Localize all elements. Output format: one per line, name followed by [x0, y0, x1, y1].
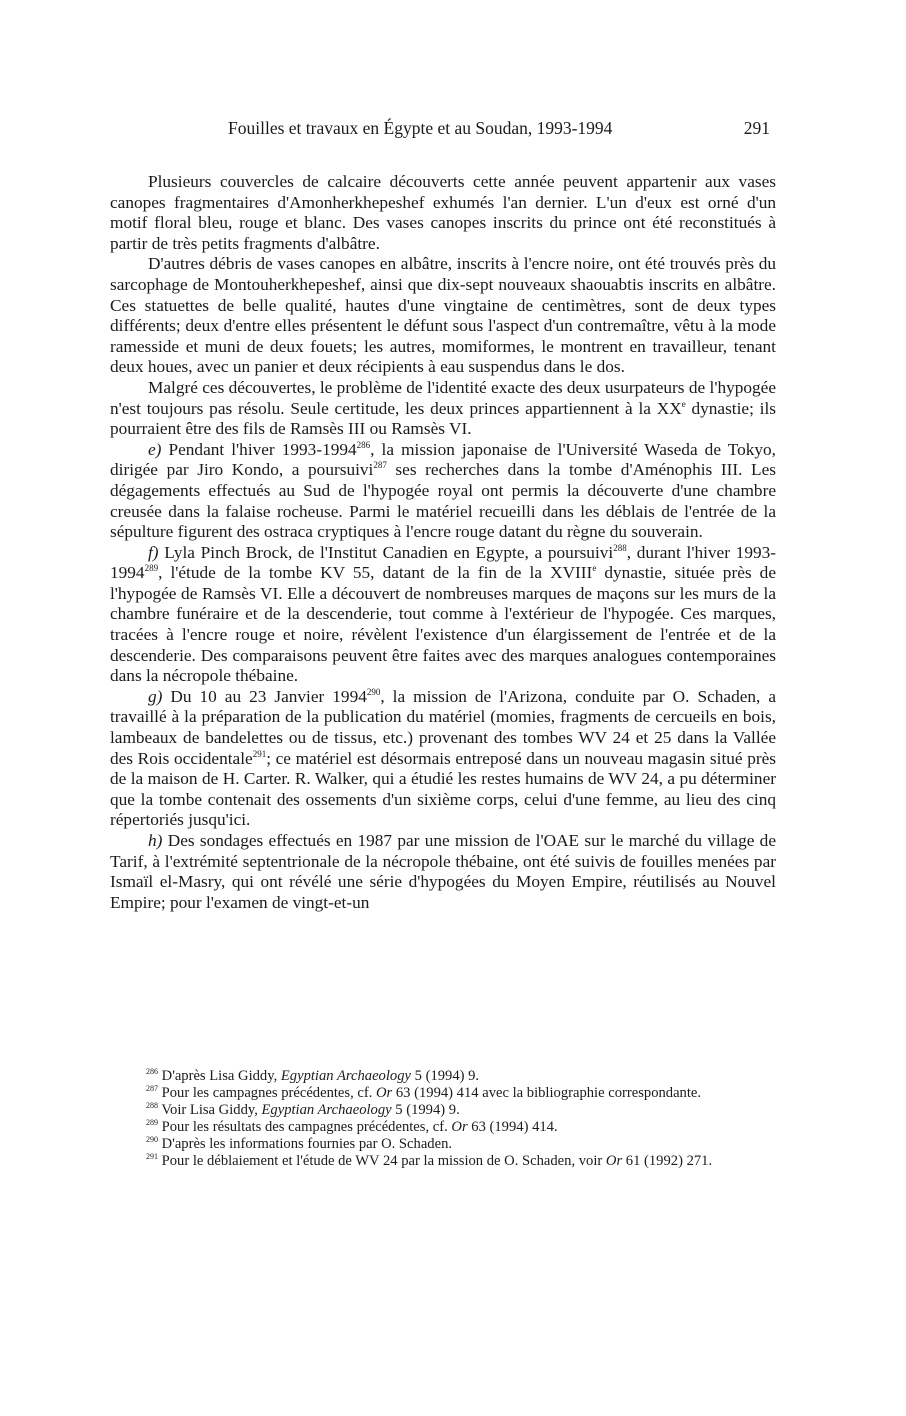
footnote [110, 1102, 776, 1119]
footnote-text: 63 (1994) 414. [467, 1119, 558, 1136]
paragraph: Plusieurs couvercles de calcaire découverts cette année peuvent appartenir aux vases canopes fragmentaires d'Amonherkhepeshef exhumés l'an dernier. L'un d'eux est orné d'un motif floral bleu, rouge et blanc. Des vases canopes inscrits du prince ont été reconstitués à partir de très petits fragments d'albâtre. [110, 172, 776, 253]
footnote-text: Pour le déblaiement et l'étude de WV 24 par la mission de O. Schaden, voir [158, 1153, 606, 1170]
journal-title: Egyptian Archaeology [261, 1102, 392, 1119]
paragraph: D'autres débris de vases canopes en albâtre, inscrits à l'encre noire, ont été trouvés près du sarcophage de Montouherkhepeshef, ainsi que dix-sept nouveaux shaouabtis inscrits en albâtre. Ces statuettes de belle qualité, hautes d'une vingtaine de centimètres, sont de deux types différents; deux d'entre elles présentent le défunt sous l'aspect d'un contremaître, vêtu à la mode ramesside et muni de deux fouets; les autres, momiformes, le montrent en travailleur, tenant deux houes, avec un panier et deux récipients à eau suspendus dans le dos. [110, 254, 776, 377]
footnote-text: D'après Lisa Giddy, [158, 1068, 281, 1084]
footnote [110, 1068, 776, 1085]
paragraph [110, 440, 776, 543]
footnote-text: 5 (1994) 9. [391, 1102, 460, 1119]
footnote-number: 290 [146, 1135, 158, 1145]
footnote-ref: 291 [252, 748, 267, 759]
footnote-number: 291 [146, 1152, 158, 1162]
footnote-text: Pour les résultats des campagnes précédentes, cf. [158, 1119, 452, 1136]
footnote-ref: 287 [373, 460, 387, 471]
journal-title: Or [605, 1153, 623, 1170]
footnote [110, 1119, 776, 1136]
section-label: g) [148, 686, 163, 706]
text-run: , durant l'hiver 1993-1994 [110, 542, 776, 583]
footnote-text: Pour les campagnes précédentes, cf. [158, 1085, 377, 1102]
text-run: Malgré ces découvertes, le problème de l'identité exacte des deux usurpateurs de l'hypogée n'est toujours pas résolu. Seule certitude, les deux princes appartiennent à la XX [110, 377, 776, 418]
text-run: Du 10 au 23 Janvier 1994 [162, 686, 367, 706]
footnote-number: 286 [146, 1067, 158, 1076]
section-label: e) [148, 439, 162, 459]
paragraph [110, 543, 776, 687]
footnotes [110, 1068, 776, 1171]
paragraph [110, 831, 776, 913]
footnote-ref: 286 [356, 439, 371, 450]
footnote-text: 63 (1994) 414 avec la bibliographie correspondante. [392, 1085, 702, 1102]
footnote-text: Voir Lisa Giddy, [158, 1102, 262, 1119]
footnote-number: 289 [146, 1118, 158, 1128]
text-run: ; ce matériel est désormais entreposé dans un nouveau magasin situé près de la maison de H. Carter. R. Walker, qui a étudié les restes humains de WV 24, a pu déterminer que la tombe contenait des ossements d'un sixième corps, celui d'une femme, au lieu des cinq répertoriés jusqu'ici. [110, 748, 776, 830]
footnote-ref: 289 [144, 563, 159, 574]
journal-title: Or [376, 1085, 393, 1102]
footnote-text: D'après les informations fournies par O. Schaden. [158, 1136, 453, 1153]
footnote [110, 1153, 776, 1170]
footnote-number: 287 [146, 1084, 158, 1094]
footnote [110, 1085, 776, 1102]
text-run: Pendant l'hiver 1993-1994 [161, 439, 357, 459]
footnote-number: 288 [146, 1101, 158, 1111]
text-run: Des sondages effectués en 1987 par une mission de l'OAE sur le marché du village de Tarif, à l'extrémité septentrionale de la nécropole thébaine, ont été suivis de fouilles menées par Ismaïl el-Masry, qui ont révélé une série d'hypogées du Moyen Empire, réutilisés au Nouvel Empire; pour l'examen de vingt-et-un [110, 831, 776, 912]
page-number: 291 [743, 118, 770, 138]
footnote-ref: 290 [366, 686, 381, 697]
footnote-ref: 288 [613, 542, 627, 553]
text-run: ses recherches dans la tombe d'Aménophis III. Les dégagements effectués au Sud de l'hypogée royal ont permis la découverte d'une chambre creusée dans la falaise rocheuse. Parmi le matériel recueilli dans les déblais de l'entrée de la sépulture figurent des ostraca cryptiques à l'encre rouge datant du règne du souverain. [110, 460, 776, 542]
text-run: , l'étude de la tombe KV 55, datant de la fin de la XVIII [158, 563, 593, 583]
superscript: e [681, 398, 686, 409]
footnote-text: 5 (1994) 9. [410, 1068, 480, 1084]
text-run: Lyla Pinch Brock, de l'Institut Canadien en Egypte, a poursuivi [158, 542, 614, 562]
section-label: h) [148, 831, 163, 850]
text-run: , la mission de l'Arizona, conduite par O. Schaden, a travaillé à la préparation de la publication du matériel (momies, fragments de cercueils en bois, lambeaux de bandelettes ou de tissus, etc.) provenant des tombes WV 24 et 25 dans la Vallée des Rois occidentale [110, 686, 777, 768]
footnote-text: 61 (1992) 271. [622, 1153, 713, 1170]
journal-title: Egyptian Archaeology [280, 1068, 411, 1084]
paragraph [110, 687, 776, 831]
text-run: dynastie; ils pourraient être des fils de Ramsès III ou Ramsès VI. [110, 398, 776, 439]
text-run: dynastie, située près de l'hypogée de Ramsès VI. Elle a découvert de nombreuses marques de maçons sur les murs de la chambre funéraire et de la descenderie, tout comme à l'extérieur de l'hypogée. Ces marques, tracées à l'encre rouge et noire, révèlent l'existence d'un élargissement de l'entrée et de la descenderie. Des comparaisons peuvent être faites avec des marques analogues contemporaines dans la nécropole thébaine. [110, 563, 776, 686]
paragraph [110, 378, 776, 440]
superscript: e [592, 563, 597, 574]
text-run: , la mission japonaise de l'Université Waseda de Tokyo, dirigée par Jiro Kondo, a poursuivi [110, 439, 776, 480]
journal-title: Or [451, 1119, 468, 1136]
footnote [110, 1136, 776, 1153]
running-title: Fouilles et travaux en Égypte et au Soudan, 1993-1994 [228, 118, 613, 138]
section-label: f) [148, 542, 159, 562]
main-text [110, 172, 776, 913]
